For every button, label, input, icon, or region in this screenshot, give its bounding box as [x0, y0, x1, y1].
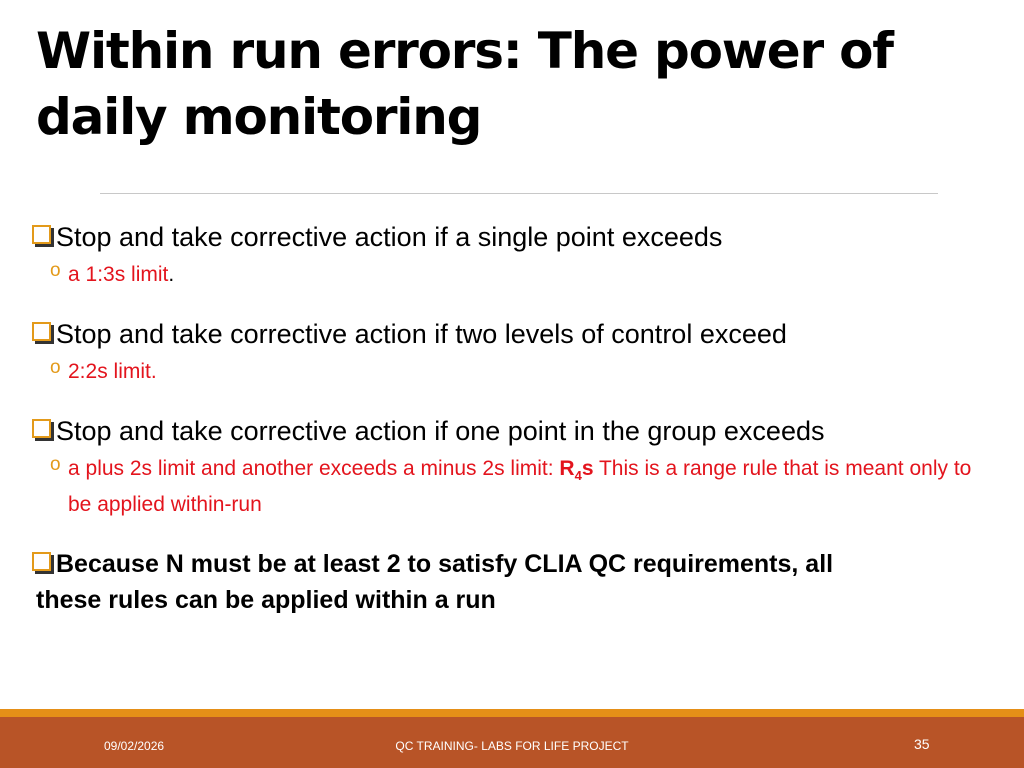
checkbox-bullet-icon — [32, 322, 51, 341]
bullet-1-sub-suffix: . — [168, 263, 175, 286]
bullet-3-sub-text-a: a plus 2s limit and another exceeds a minus 2s limit: — [68, 457, 554, 480]
sub-bullet-marker: o — [50, 454, 61, 475]
bullet-3-text: Stop and take corrective action if one point in the group exceeds — [56, 416, 825, 446]
bullet-2-text: Stop and take corrective action if two levels of control exceed — [56, 319, 787, 349]
bullet-1-sub — [32, 260, 998, 289]
page-number: 35 — [914, 736, 930, 752]
footer-title: QC TRAINING- LABS FOR LIFE PROJECT — [395, 739, 629, 753]
footer-accent-line — [0, 709, 1024, 717]
bullet-4-text-line1: Because N must be at least 2 to satisfy CLIA QC requirements, all — [56, 550, 834, 579]
checkbox-bullet-icon — [32, 419, 51, 438]
footer-date: 09/02/2026 — [104, 739, 165, 753]
sub-bullet-marker: o — [50, 357, 61, 378]
bullet-1-text: Stop and take corrective action if a single point exceeds — [56, 222, 723, 252]
rule-r4s: $R_4s$ — [559, 457, 594, 484]
slide-content — [32, 218, 998, 619]
bullet-2-sub — [32, 357, 998, 386]
bullet-3-sub-text-b: This is a range rule that is meant only to be applied within-run — [68, 457, 972, 517]
bullet-1 — [32, 218, 998, 256]
bullet-1-sub-text: a 1:3s limit — [68, 263, 169, 286]
bullet-4-text-line2: these rules can be applied within a run — [36, 586, 496, 615]
slide-title: Within run errors: The power of daily monitoring — [36, 22, 893, 146]
title-divider — [100, 193, 938, 194]
bullet-2-sub-text: 2:2s limit. — [68, 360, 157, 383]
bullet-2 — [32, 315, 998, 353]
sub-bullet-marker: o — [50, 260, 61, 281]
bullet-4 — [32, 545, 998, 583]
checkbox-bullet-icon — [32, 225, 51, 244]
checkbox-bullet-icon — [32, 552, 51, 571]
footer — [0, 717, 1024, 768]
bullet-3 — [32, 412, 998, 450]
bullet-3-sub — [32, 454, 998, 519]
